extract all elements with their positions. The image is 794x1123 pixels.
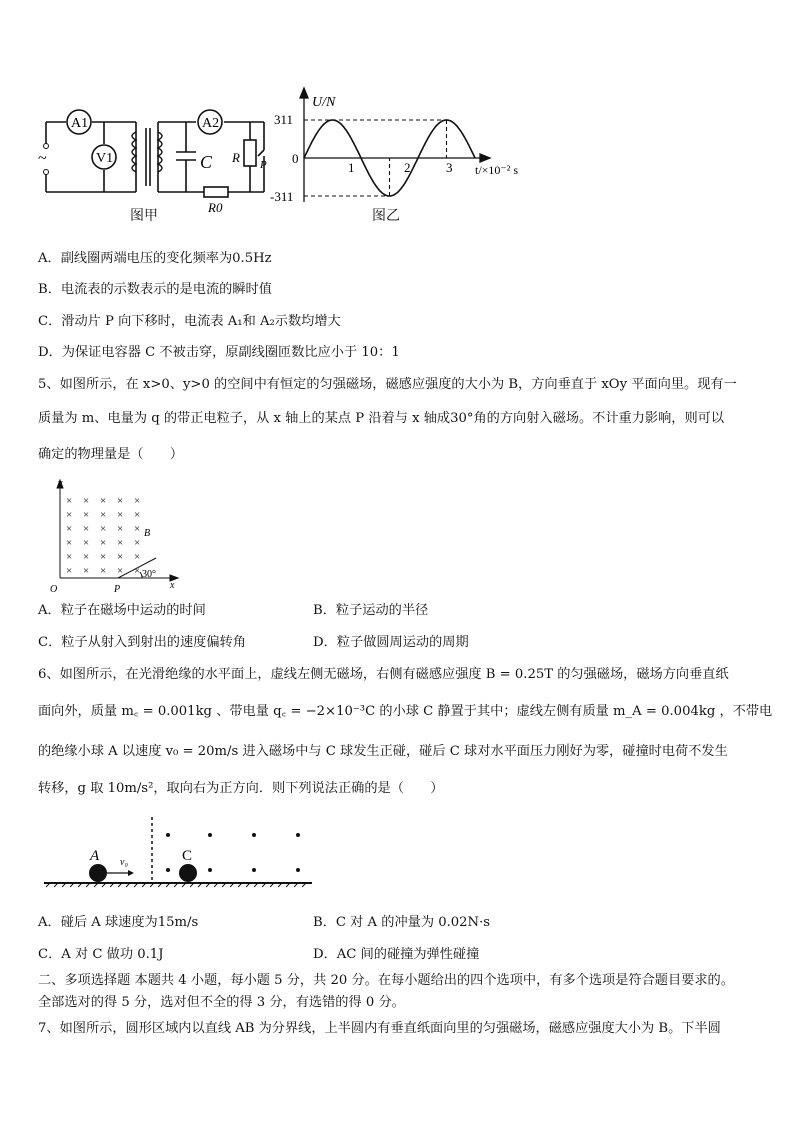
q5-option-b: B．粒子运动的半径 bbox=[313, 603, 429, 618]
ytick-311: 311 bbox=[274, 112, 294, 127]
q5-option-c: C．粒子从射入到射出的速度偏转角 bbox=[38, 635, 246, 650]
ball-a bbox=[89, 864, 107, 882]
field-cross: × bbox=[100, 523, 107, 535]
x-axis-label: x bbox=[170, 580, 175, 591]
q5-line3: 确定的物理量是（ ） bbox=[38, 447, 184, 462]
xtick-1: 1 bbox=[348, 160, 355, 175]
r0-label: R0 bbox=[208, 200, 223, 215]
resistor-label: R bbox=[232, 150, 240, 165]
y-axis-label: y bbox=[58, 478, 63, 489]
ytick-neg311: -311 bbox=[270, 189, 294, 204]
ammeter2-label: A2 bbox=[202, 116, 220, 131]
field-cross: × bbox=[117, 495, 124, 507]
ball-c-label: C bbox=[182, 848, 193, 864]
circuit-figure bbox=[38, 100, 278, 230]
field-cross: × bbox=[100, 509, 107, 521]
section2-line1: 二、多项选择题 本题共 4 小题，每小题 5 分，共 20 分。在每小题给出的四个选项中，有多个选项是符合题目要求的。 bbox=[38, 973, 734, 988]
field-cross: × bbox=[66, 509, 73, 521]
slider-label: P bbox=[260, 159, 267, 171]
xtick-3: 3 bbox=[446, 160, 453, 175]
field-cross: × bbox=[117, 565, 124, 577]
ammeter1-label: A1 bbox=[71, 116, 89, 131]
collision-figure bbox=[40, 815, 320, 895]
svg-text:~: ~ bbox=[38, 150, 47, 167]
origin-label: O bbox=[50, 584, 58, 595]
field-cross: × bbox=[100, 495, 107, 507]
field-cross: × bbox=[66, 565, 73, 577]
ball-a-label: A bbox=[90, 848, 100, 864]
q4-option-d: D．为保证电容器 C 不被击穿，原副线圈匝数比应小于 10：1 bbox=[38, 345, 400, 360]
field-cross: × bbox=[66, 537, 73, 549]
field-cross: × bbox=[83, 537, 90, 549]
graph-ylabel: U/N bbox=[312, 95, 336, 110]
graph-xlabel: t/×10⁻² s bbox=[475, 163, 519, 177]
field-cross: × bbox=[83, 565, 90, 577]
q4-option-a: A．副线圈两端电压的变化频率为0.5Hz bbox=[38, 251, 272, 266]
q6-line1: 6、如图所示，在光滑绝缘的水平面上，虚线左侧无磁场，右侧有磁感应强度 B = 0.25T 的匀强磁场，磁场方向垂直纸 bbox=[38, 667, 729, 682]
q4-option-b: B．电流表的示数表示的是电流的瞬时值 bbox=[38, 282, 272, 297]
q5-line1: 5、如图所示，在 x>0、y>0 的空间中有恒定的匀强磁场，磁感应强度的大小为 B，方向垂直于 xOy 平面向里。现有一 bbox=[38, 377, 737, 392]
field-cross: × bbox=[134, 523, 141, 535]
voltmeter-label: V1 bbox=[96, 151, 114, 166]
magnetic-field-figure bbox=[46, 478, 186, 596]
field-cross: × bbox=[100, 551, 107, 563]
field-cross: × bbox=[117, 551, 124, 563]
xtick-2: 2 bbox=[404, 160, 411, 175]
field-cross: × bbox=[117, 509, 124, 521]
section2-line2: 全部选对的得 5 分，选对但不全的得 3 分，有选错的得 0 分。 bbox=[38, 995, 405, 1010]
field-cross: × bbox=[134, 495, 141, 507]
q4-option-c: C．滑动片 P 向下移时，电流表 A₁和 A₂示数均增大 bbox=[38, 314, 341, 329]
velocity-label: v₀ bbox=[120, 857, 128, 868]
q5-line2: 质量为 m、电量为 q 的带正电粒子，从 x 轴上的某点 P 沿着与 x 轴成30°角的方向射入磁场。不计重力影响，则可以 bbox=[38, 411, 725, 426]
capacitor-label: C bbox=[200, 152, 213, 172]
q5-option-d: D．粒子做圆周运动的周期 bbox=[313, 635, 469, 650]
field-cross: × bbox=[134, 551, 141, 563]
q7-line1: 7、如图所示，圆形区域内以直线 AB 为分界线，上半圆内有垂直纸面向里的匀强磁场，磁感应强度大小为 B。下半圆 bbox=[38, 1021, 721, 1036]
field-cross: × bbox=[117, 537, 124, 549]
field-cross: × bbox=[100, 537, 107, 549]
field-cross: × bbox=[134, 565, 141, 577]
q6-option-a: A．碰后 A 球速度为15m/s bbox=[38, 915, 199, 930]
field-cross: × bbox=[134, 509, 141, 521]
fig-b-caption: 图乙 bbox=[372, 208, 400, 224]
field-cross: × bbox=[66, 495, 73, 507]
field-cross: × bbox=[66, 551, 73, 563]
field-cross: × bbox=[100, 565, 107, 577]
field-cross: × bbox=[117, 523, 124, 535]
field-cross: × bbox=[83, 509, 90, 521]
q6-option-d: D．AC 间的碰撞为弹性碰撞 bbox=[313, 947, 480, 962]
fig-a-caption: 图甲 bbox=[130, 208, 158, 224]
field-label: B bbox=[144, 528, 151, 539]
field-cross: × bbox=[66, 523, 73, 535]
angle-label: 30° bbox=[142, 569, 156, 580]
q6-option-b: B．C 对 A 的冲量为 0.02N·s bbox=[313, 915, 491, 930]
voltage-graph bbox=[270, 84, 530, 214]
q5-option-a: A．粒子在磁场中运动的时间 bbox=[38, 603, 206, 618]
q6-line4: 转移，g 取 10m/s²，取向右为正方向．则下列说法正确的是（ ） bbox=[38, 781, 444, 796]
q6-line3: 的绝缘小球 A 以速度 v₀ = 20m/s 进入磁场中与 C 球发生正碰，碰后 C 球对水平面压力刚好为零，碰撞时电荷不发生 bbox=[38, 744, 728, 759]
field-cross: × bbox=[83, 551, 90, 563]
field-cross: × bbox=[134, 537, 141, 549]
field-cross: × bbox=[83, 523, 90, 535]
ytick-0: 0 bbox=[292, 151, 299, 166]
p-label: P bbox=[114, 584, 121, 595]
q6-option-c: C．A 对 C 做功 0.1J bbox=[38, 947, 164, 962]
field-cross: × bbox=[83, 495, 90, 507]
ball-c bbox=[179, 864, 197, 882]
q6-line2: 面向外，质量 m꜀ = 0.001kg 、带电量 q꜀ = −2×10⁻³C 的小球 C 静置于其中；虚线左侧有质量 m_A = 0.004kg ，不带电 bbox=[38, 704, 773, 719]
